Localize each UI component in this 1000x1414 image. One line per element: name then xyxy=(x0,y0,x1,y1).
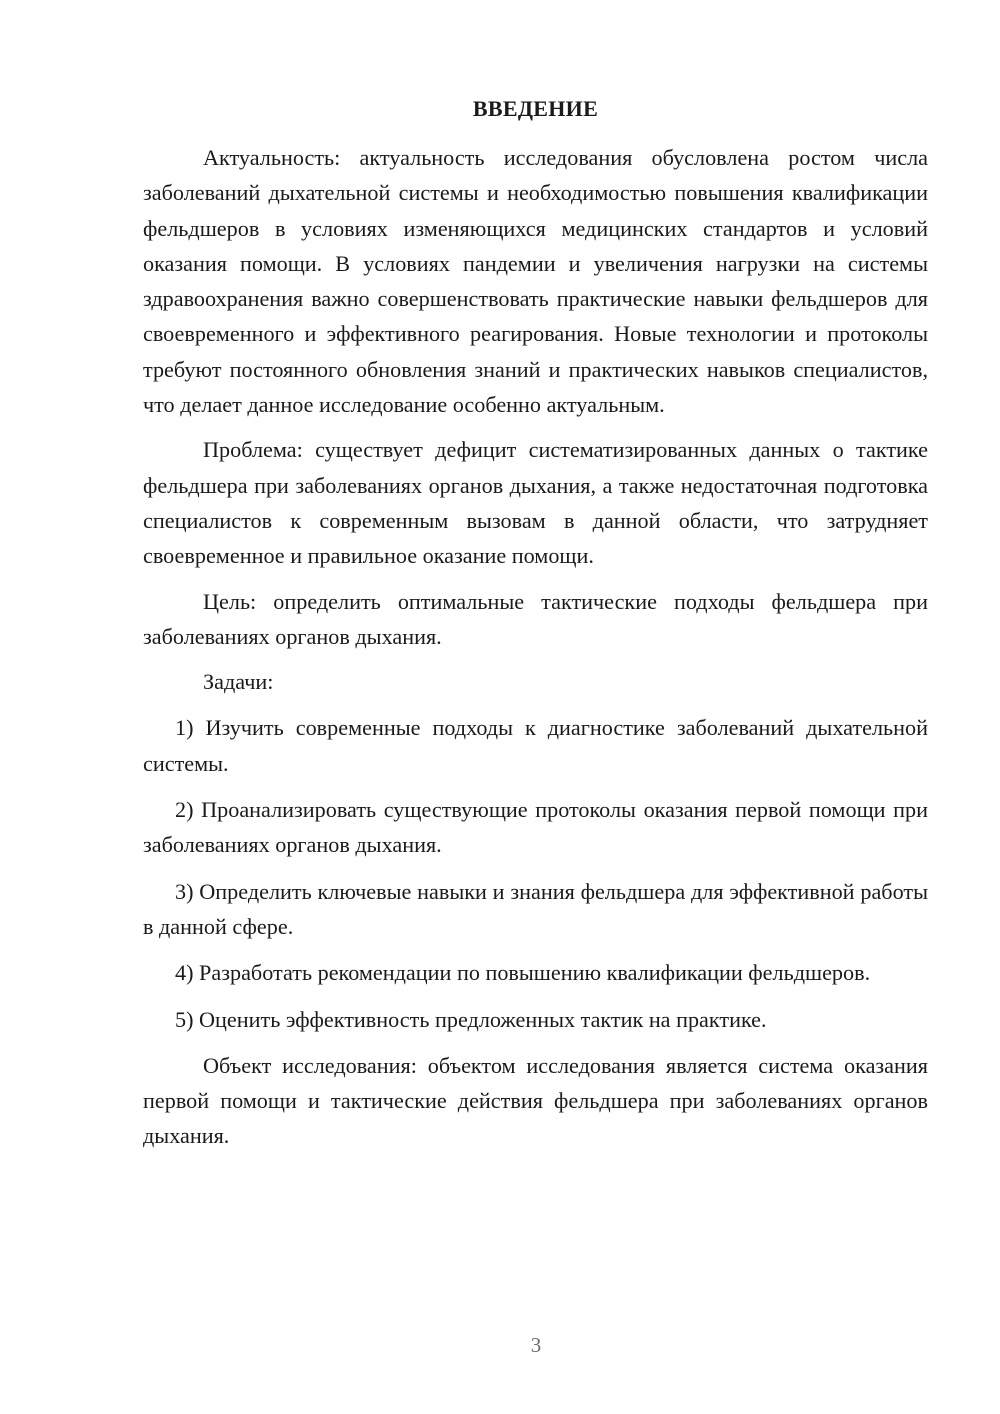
page-content xyxy=(143,94,928,1154)
object-paragraph: Объект исследования: объектом исследования является система оказания первой помощи и тактические действия фельдшера при заболеваниях органов дыхания. xyxy=(143,1052,928,1149)
problem-paragraph: Проблема: существует дефицит систематизированных данных о тактике фельдшера при заболеваниях органов дыхания, а также недостаточная подготовка специалистов к современным вызовам в данной области, что затрудняет своевременное и правильное оказание помощи. xyxy=(143,437,928,569)
relevance-paragraph: Актуальность: актуальность исследования обусловлена ростом числа заболеваний дыхательной системы и необходимостью повышения квалификации фельдшеров в условиях изменяющихся медицинских стандартов и условий оказания помощи. В условиях пандемии и увеличения нагрузки на системы здравоохранения важно совершенствовать практические навыки фельдшеров для своевременного и эффективного реагирования. Новые технологии и протоколы требуют постоянного обновления знаний и практических навыков специалистов, что делает данное исследование особенно актуальным. xyxy=(143,145,928,418)
tasks-heading: Задачи: xyxy=(203,669,274,695)
section-title: ВВЕДЕНИЕ xyxy=(472,96,599,121)
task-item-5: 5) Оценить эффективность предложенных тактик на практике. xyxy=(175,1006,767,1032)
task-item-4: 4) Разработать рекомендации по повышению квалификации фельдшеров. xyxy=(175,960,871,986)
task-item-2: 2) Проанализировать существующие протоколы оказания первой помощи при заболеваниях органов дыхания. xyxy=(143,797,928,858)
task-item-1: 1) Изучить современные подходы к диагностике заболеваний дыхательной системы. xyxy=(143,715,928,776)
goal-paragraph: Цель: определить оптимальные тактические подходы фельдшера при заболеваниях органов дыхания. xyxy=(143,588,928,649)
page-number: 3 xyxy=(530,1333,542,1357)
task-item-3: 3) Определить ключевые навыки и знания фельдшера для эффективной работы в данной сфере. xyxy=(143,878,928,939)
